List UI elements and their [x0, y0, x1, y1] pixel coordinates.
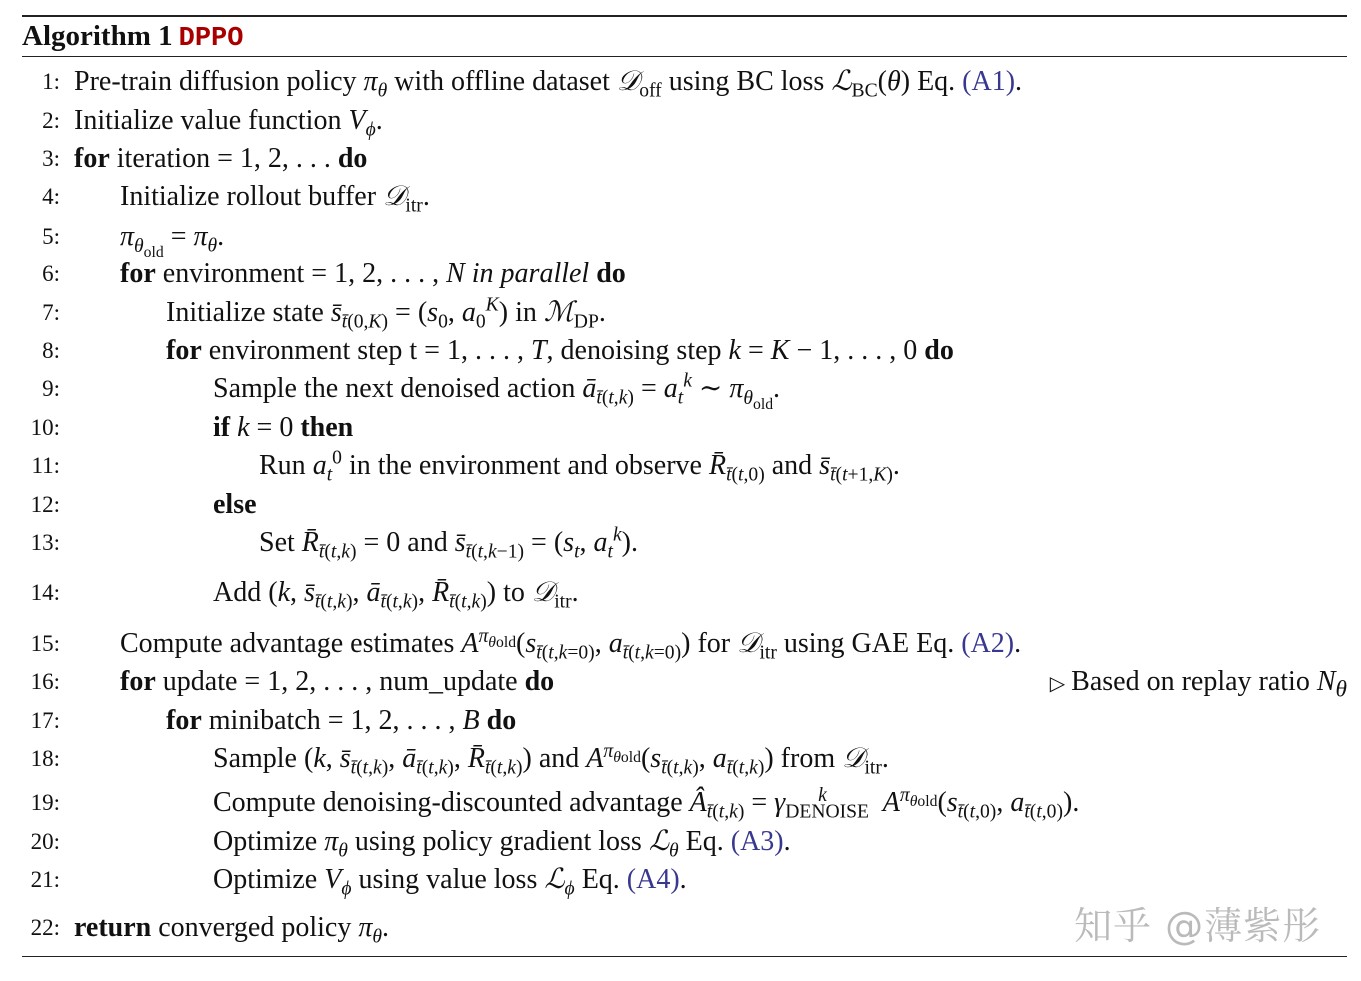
algorithm-line-1	[0, 64, 1361, 100]
line-content: Pre-train diffusion policy $\pi_\theta$ with offline dataset 𝒟$_{off}$ using BC loss ℒ$_{BC}$(θ) Eq. (A1).	[74, 66, 1023, 102]
line-number: 1:	[42, 69, 60, 94]
line-content: Initialize state $s̄_{t̄(0,K)} = (s_0$, $a_0^K$) in ℳ$_{DP}$.	[166, 294, 606, 333]
line-number: 13:	[30, 530, 60, 555]
algorithm-line-18	[0, 741, 1361, 777]
line-number: 10:	[30, 415, 60, 440]
line-content: Optimize $V_\phi$ using value loss ℒ$_\phi$ Eq. (A4).	[213, 864, 687, 900]
line-content: for environment = 1, 2, . . . , N in parallel do	[120, 258, 626, 289]
line-content: Sample (k, $s̄_{t̄(t,k)}$, $ā_{t̄(t,k)}$, $R̄_{t̄(t,k)}$) and $A^{\pi_{\theta old}}(s_{t̄(t,k)}$, $a_{t̄(t,k)}$) from 𝒟$_{itr}$.	[213, 740, 889, 779]
line-number: 12:	[30, 492, 60, 517]
algorithm-line-4	[0, 179, 1361, 215]
line-number: 16:	[30, 669, 60, 694]
algorithm-line-19	[0, 785, 1361, 821]
algorithm-line-20	[0, 824, 1361, 860]
equation-ref[interactable]: (A1)	[962, 66, 1016, 97]
algorithm-line-5	[0, 219, 1361, 261]
line-number: 5:	[42, 224, 60, 249]
algorithm-line-8	[0, 333, 1361, 369]
equation-ref[interactable]: (A3)	[730, 826, 784, 857]
algorithm-line-12	[0, 487, 1361, 523]
algorithm-label: Algorithm 1	[22, 20, 173, 52]
line-content: Set $R̄_{t̄(t,k)} = 0$ and $s̄_{t̄(t,k-1)} = (s_t$, $a_t^k$).	[259, 524, 638, 563]
bottom-rule	[22, 956, 1347, 957]
line-number: 21:	[30, 867, 60, 892]
line-number: 18:	[30, 746, 60, 771]
algorithm-line-11	[0, 448, 1361, 484]
line-content: for minibatch = 1, 2, . . . , B do	[166, 705, 517, 736]
title-rule	[22, 56, 1347, 57]
line-number: 2:	[42, 108, 60, 133]
algorithm-line-14	[0, 575, 1361, 611]
line-content: Add (k, $s̄_{t̄(t,k)}$, $ā_{t̄(t,k)}$, $R̄_{t̄(t,k)}$) to 𝒟$_{itr}$.	[213, 577, 579, 613]
line-content: Sample the next denoised action $ā_{t̄(t,k)} = a_t^k$ ∼ $\pi_{\theta_{old}}$.	[213, 370, 781, 413]
line-number: 14:	[30, 580, 60, 605]
line-number: 19:	[30, 790, 60, 815]
line-content: Initialize value function $V_\phi$.	[74, 105, 383, 141]
algorithm-line-2	[0, 103, 1361, 139]
line-number: 15:	[30, 631, 60, 656]
equation-ref[interactable]: (A2)	[961, 628, 1015, 659]
line-content: Compute advantage estimates $A^{\pi_{\theta old}}(s_{t̄(t,k=0)}$, $a_{t̄(t,k=0)}$) for 𝒟$_{itr}$ using GAE Eq. (A2).	[120, 625, 1022, 664]
algorithm-line-6	[0, 256, 1361, 292]
line-number: 9:	[42, 376, 60, 401]
line-content: Compute denoising-discounted advantage $Â_{t̄(t,k)} = \gamma_{DENOISE}^k$ $A^{\pi_{\theta old}}(s_{t̄(t,0)}$, $a_{t̄(t,0)}$).	[213, 784, 1080, 823]
algorithm-line-15	[0, 626, 1361, 662]
line-content: else	[213, 489, 257, 520]
line-comment: ▷ Based on replay ratio $N_\theta$	[1049, 666, 1347, 703]
algorithm-line-16	[0, 664, 1361, 703]
line-number: 6:	[42, 261, 60, 286]
line-number: 4:	[42, 184, 60, 209]
algorithm-line-21	[0, 862, 1361, 898]
algorithm-line-17	[0, 703, 1361, 739]
algorithm-name: DPPO	[178, 24, 244, 54]
line-content: Run $a_t^0$ in the environment and observe $R̄_{t̄(t,0)}$ and $s̄_{t̄(t+1,K)}$.	[259, 447, 900, 486]
algorithm-line-7	[0, 295, 1361, 331]
line-content: Initialize rollout buffer 𝒟$_{itr}$.	[120, 181, 430, 217]
line-number: 20:	[30, 829, 60, 854]
line-content: for iteration = 1, 2, . . . do	[74, 143, 368, 174]
line-number: 17:	[30, 708, 60, 733]
line-number: 11:	[31, 453, 60, 478]
line-number: 22:	[30, 915, 60, 940]
line-content: Optimize $\pi_\theta$ using policy gradient loss ℒ$_\theta$ Eq. (A3).	[213, 826, 791, 862]
line-content: if k = 0 then	[213, 412, 354, 443]
line-content: return converged policy $\pi_\theta$.	[74, 912, 389, 948]
line-content: for environment step t = 1, . . . , T, denoising step k = K − 1, . . . , 0 do	[166, 335, 954, 366]
algorithm-line-10	[0, 410, 1361, 446]
line-number: 7:	[42, 300, 60, 325]
algorithm-title	[22, 18, 243, 57]
algorithm-line-13	[0, 525, 1361, 561]
line-content: $\pi_{\theta_{old}} = \pi_\theta$.	[120, 221, 225, 261]
line-content: for update = 1, 2, . . . , num_update do	[120, 666, 555, 697]
comment-triangle-icon: ▷	[1049, 673, 1066, 695]
line-number: 3:	[42, 146, 60, 171]
watermark: 知乎 @薄紫彤	[1074, 904, 1322, 948]
top-rule	[22, 15, 1347, 17]
line-number: 8:	[42, 338, 60, 363]
algorithm-line-9	[0, 370, 1361, 413]
equation-ref[interactable]: (A4)	[626, 864, 680, 895]
algorithm-line-3	[0, 141, 1361, 177]
